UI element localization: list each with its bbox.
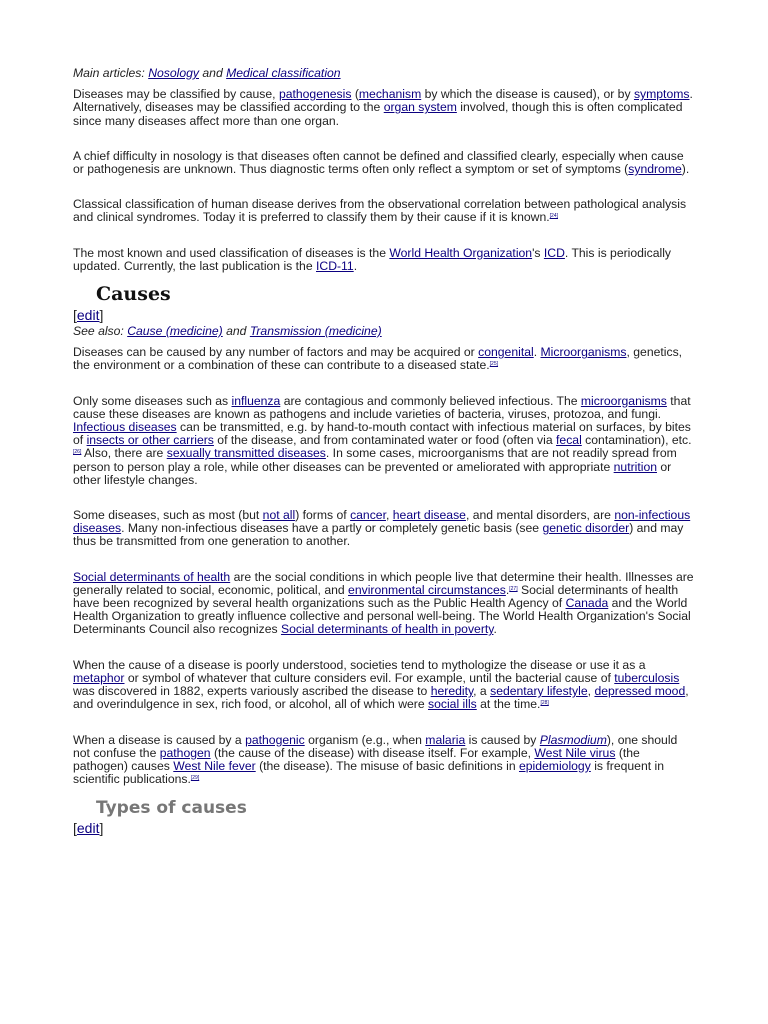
text: ,	[385, 508, 393, 523]
text: and the World Health Organization to greatly influence collective and personal well-being. The World Health Organization's Social Determinants Council also recognizes	[73, 596, 691, 637]
text: are the social conditions in which people live that determine their health. Illnesses are generally related to social, economic, political, and	[73, 569, 694, 597]
citation-28	[540, 700, 548, 706]
types-of-causes-heading: Types of causes	[96, 798, 247, 819]
link-cancer[interactable]: cancer	[350, 508, 386, 523]
main-articles-and: and	[199, 66, 227, 80]
text: , genetics, the environment or a combination of these can contribute to a diseased state.	[73, 345, 683, 373]
link-depressed-mood[interactable]: depressed mood	[594, 684, 686, 699]
link-genetic-disorder[interactable]: genetic disorder	[542, 521, 630, 536]
text: was discovered in 1882, experts variously ascribed the disease to	[73, 684, 431, 699]
citation-link[interactable]: [29]	[190, 775, 200, 782]
intro-paragraph-3	[73, 198, 697, 224]
see-also-note	[73, 325, 697, 338]
main-articles-prefix: Main articles:	[73, 66, 149, 80]
causes-paragraph-1	[73, 346, 697, 372]
link-icd[interactable]: ICD	[543, 245, 565, 260]
link-microorganisms-2[interactable]: microorganisms	[580, 393, 667, 408]
link-transmission-medicine[interactable]: Transmission (medicine)	[249, 324, 382, 339]
text: ) and may thus be transmitted from one generation to another.	[73, 521, 684, 549]
link-cause-medicine[interactable]: Cause (medicine)	[127, 324, 223, 339]
text: organism (e.g., when	[304, 732, 426, 747]
link-malaria[interactable]: malaria	[425, 732, 466, 747]
citation-link[interactable]: [27]	[509, 585, 518, 592]
text: A chief difficulty in nosology is that diseases often cannot be defined and classified clearly, especially when cause or pathogenesis are unknown. Thus diagnostic terms often only reflect a symptom or set of symptoms (	[73, 148, 684, 177]
text: are contagious and commonly believed infectious. The	[280, 393, 581, 408]
link-symptoms[interactable]: symptoms	[633, 87, 690, 102]
causes-edit	[73, 307, 697, 323]
link-pathogen[interactable]: pathogen	[159, 745, 211, 760]
link-heredity[interactable]: heredity	[430, 684, 474, 699]
link-infectious-diseases[interactable]: Infectious diseases	[73, 420, 177, 435]
text: . Alternatively, diseases may be classified according to the	[73, 87, 693, 115]
text: . Many non-infectious diseases have a partly or completely genetic basis (see	[121, 521, 543, 536]
see-also-prefix: See also:	[73, 324, 128, 339]
text: that cause these diseases are known as pathogens and include varieties of bacteria, viruses, protozoa, and fungi.	[73, 393, 691, 421]
citation-27	[509, 586, 517, 592]
link-influenza[interactable]: influenza	[231, 393, 281, 408]
text: (the cause of the disease) with disease itself. For example,	[210, 745, 535, 760]
text: by which the disease is caused), or by	[421, 87, 634, 102]
text: .	[493, 622, 497, 637]
link-west-nile-virus[interactable]: West Nile virus	[534, 745, 616, 760]
link-metaphor[interactable]: metaphor	[73, 670, 125, 685]
text: involved, though this is often complicated since many diseases affect more than one organ.	[73, 100, 683, 128]
article-body	[73, 67, 697, 838]
link-organ-system[interactable]: organ system	[383, 100, 457, 115]
text: of the disease, and from contaminated water or food (often via	[213, 433, 557, 448]
bracket-close: ]	[99, 820, 104, 837]
text: Classical classification of human disease derives from the observational correlation between pathological analysis and clinical syndromes. Today it is preferred to classify them by their cause if it is known.	[73, 197, 687, 225]
main-articles-note	[73, 67, 697, 80]
citation-link[interactable]: [24]	[549, 213, 558, 220]
link-microorganisms[interactable]: Microorganisms	[540, 345, 627, 360]
link-nosology[interactable]: Nosology	[148, 66, 199, 80]
link-insects-or-other-carriers[interactable]: insects or other carriers	[86, 433, 214, 448]
citation-25	[490, 361, 498, 367]
intro-paragraph-1	[73, 88, 697, 128]
citation-link[interactable]: [25]	[489, 361, 499, 368]
link-environmental-circumstances[interactable]: environmental circumstances	[348, 582, 506, 597]
intro-paragraph-4	[73, 247, 697, 273]
text: at the time.	[476, 697, 541, 712]
text: or symbol of whatever that culture considers evil. For example, until the bacterial cause of	[124, 670, 615, 685]
types-of-causes-edit-link[interactable]: edit	[76, 820, 100, 837]
text: Diseases can be caused by any number of factors and may be acquired or	[73, 345, 479, 360]
text: (the pathogen) causes	[73, 745, 640, 773]
causes-paragraph-3	[73, 509, 697, 549]
types-of-causes-edit	[73, 820, 697, 836]
link-canada[interactable]: Canada	[565, 596, 609, 611]
citation-29	[191, 775, 199, 781]
link-tuberculosis[interactable]: tuberculosis	[614, 670, 680, 685]
text: can be transmitted, e.g. by hand-to-mouth contact with infectious material on surfaces, by bites of	[73, 420, 691, 448]
link-non-infectious-diseases[interactable]: non-infectious diseases	[73, 508, 691, 536]
text: (	[351, 87, 359, 102]
intro-paragraph-2	[73, 150, 697, 176]
text: (the disease). The misuse of basic definitions in	[255, 758, 519, 773]
citation-link[interactable]: [26]	[73, 449, 82, 456]
text: , a	[473, 684, 491, 699]
link-icd-11[interactable]: ICD-11	[316, 258, 354, 273]
causes-paragraph-6	[73, 734, 697, 787]
text: is caused by	[465, 732, 540, 747]
text: .	[505, 582, 510, 597]
causes-paragraph-4	[73, 571, 697, 637]
link-nutrition[interactable]: nutrition	[613, 459, 657, 474]
text: contamination), etc.	[581, 433, 692, 448]
link-pathogenic[interactable]: pathogenic	[245, 732, 305, 747]
text: Only some diseases such as	[73, 393, 232, 408]
link-syndrome[interactable]: syndrome	[628, 162, 682, 177]
text: ,	[587, 684, 595, 699]
link-pathogenesis[interactable]: pathogenesis	[278, 87, 352, 102]
link-not-all[interactable]: not all	[262, 508, 296, 523]
bracket-open: [	[73, 820, 77, 837]
link-fecal[interactable]: fecal	[556, 433, 582, 448]
text: , and overindulgence in sex, rich food, or alcohol, all of which were	[73, 684, 689, 712]
see-also-and: and	[222, 324, 250, 339]
link-social-ills[interactable]: social ills	[428, 697, 477, 712]
causes-paragraph-5	[73, 659, 697, 712]
text: Also, there are	[81, 446, 167, 461]
text: or other lifestyle changes.	[73, 459, 672, 487]
link-social-determinants-in-poverty[interactable]: Social determinants of health in poverty	[280, 622, 494, 637]
link-plasmodium[interactable]: Plasmodium	[539, 732, 607, 747]
link-sexually-transmitted-diseases[interactable]: sexually transmitted diseases	[166, 446, 326, 461]
text: ), one should not confuse the	[73, 732, 678, 760]
text: Diseases may be classified by cause,	[73, 87, 279, 102]
text: , and mental disorders, are	[465, 508, 615, 523]
link-mechanism[interactable]: mechanism	[358, 87, 422, 102]
bracket-close: ]	[99, 307, 104, 324]
text: ) forms of	[295, 508, 351, 523]
text: ).	[681, 162, 690, 177]
text: .	[353, 258, 358, 273]
text: is frequent in scientific publications.	[73, 758, 664, 787]
text: .	[533, 345, 541, 360]
citation-link[interactable]: [28]	[540, 700, 549, 707]
link-west-nile-fever[interactable]: West Nile fever	[173, 758, 256, 773]
link-world-health-organization[interactable]: World Health Organization	[389, 245, 533, 260]
citation-24	[550, 213, 558, 219]
causes-edit-link[interactable]: edit	[76, 307, 100, 324]
link-medical-classification[interactable]: Medical classification	[226, 66, 341, 80]
text: Social determinants of health have been recognized by several health organizations such as the Public Health Agency of	[73, 582, 679, 611]
text: Some diseases, such as most (but	[73, 508, 263, 523]
causes-paragraph-2	[73, 395, 697, 487]
text: 's	[532, 245, 544, 260]
link-social-determinants-of-health[interactable]: Social determinants of health	[73, 569, 231, 584]
link-congenital[interactable]: congenital	[478, 345, 534, 360]
text: . This is periodically updated. Currently, the last publication is the	[73, 245, 672, 273]
text: The most known and used classification of diseases is the	[73, 245, 390, 260]
bracket-open: [	[73, 307, 77, 324]
text: When a disease is caused by a	[73, 732, 246, 747]
causes-heading: Causes	[96, 283, 171, 306]
text: . In some cases, microorganisms that are not readily spread from person to person play a role, while other diseases can be prevented or ameliorated with appropriate	[73, 446, 677, 474]
link-epidemiology[interactable]: epidemiology	[518, 758, 591, 773]
text: When the cause of a disease is poorly understood, societies tend to mythologize the disease or use it as a	[73, 657, 646, 672]
link-heart-disease[interactable]: heart disease	[392, 508, 466, 523]
link-sedentary-lifestyle[interactable]: sedentary lifestyle	[490, 684, 588, 699]
